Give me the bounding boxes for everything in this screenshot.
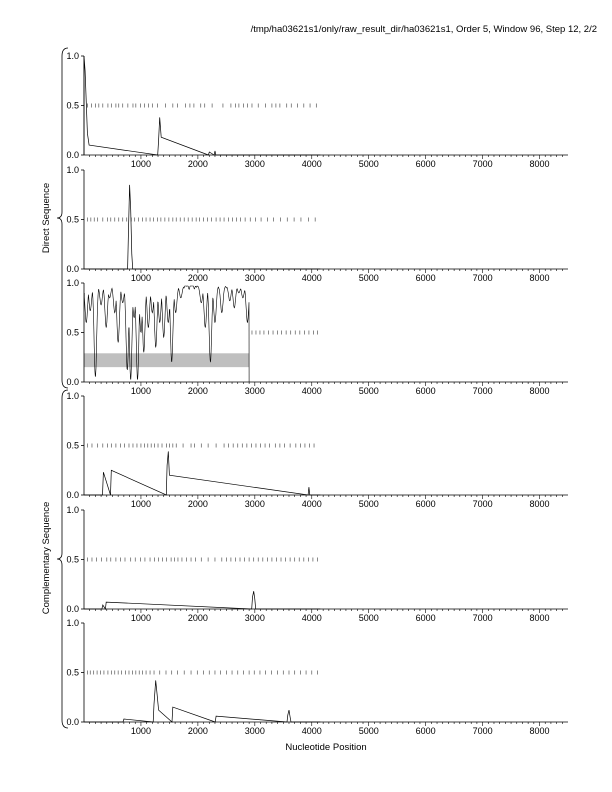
coding-potential-line [84,56,320,155]
x-tick-label: 1000 [130,386,151,396]
y-tick-label: 0.5 [66,554,79,565]
x-tick-label: 7000 [472,386,493,396]
x-tick-label: 8000 [529,499,550,509]
x-tick-label: 2000 [187,386,208,396]
y-tick-label: 0.0 [66,377,79,387]
x-tick-label: 2000 [187,726,208,736]
coding-potential-line [84,591,320,609]
y-tick-label: 1.0 [66,51,79,61]
y-tick-label: 0.0 [66,150,79,160]
y-tick-label: 0.5 [66,667,79,678]
x-tick-label: 1000 [130,726,151,736]
y-tick-label: 1.0 [66,278,79,288]
chart-panel-2 [66,165,568,283]
x-tick-label: 6000 [415,159,436,169]
x-tick-label: 1000 [130,613,151,623]
x-tick-label: 1000 [130,499,151,509]
y-tick-label: 0.0 [66,264,79,274]
x-tick-label: 7000 [472,273,493,283]
chart-panels [66,51,568,736]
x-tick-label: 3000 [244,386,265,396]
x-tick-label: 6000 [415,273,436,283]
x-tick-label: 4000 [301,159,322,169]
x-tick-label: 8000 [529,726,550,736]
x-tick-label: 6000 [415,726,436,736]
x-tick-label: 4000 [301,613,322,623]
coding-potential-line [84,451,320,495]
x-tick-label: 4000 [301,386,322,396]
y-tick-label: 1.0 [66,391,79,401]
threshold-band [84,353,249,367]
x-tick-label: 1000 [130,159,151,169]
y-tick-label: 1.0 [66,165,79,175]
x-tick-label: 2000 [187,159,208,169]
y-tick-label: 0.0 [66,604,79,614]
coding-potential-line [84,286,249,382]
x-tick-label: 3000 [244,613,265,623]
x-tick-label: 8000 [529,386,550,396]
chart-panel-4 [66,391,568,509]
plot-header-title: /tmp/ha03621s1/only/raw_result_dir/ha03621s1, Order 5, Window 96, Step 12, 2/2 [250,24,597,35]
x-tick-label: 1000 [130,273,151,283]
direct-sequence-label: Direct Sequence [41,182,52,254]
y-tick-label: 0.5 [66,214,79,225]
coding-potential-line [84,185,320,269]
x-tick-label: 8000 [529,273,550,283]
x-tick-label: 4000 [301,273,322,283]
y-tick-label: 0.5 [66,327,79,338]
x-tick-label: 5000 [358,613,379,623]
x-tick-label: 5000 [358,386,379,396]
x-tick-label: 6000 [415,613,436,623]
x-tick-label: 5000 [358,499,379,509]
x-tick-label: 7000 [472,499,493,509]
x-tick-label: 8000 [529,159,550,169]
chart-panel-5 [66,505,568,623]
x-tick-label: 5000 [358,159,379,169]
x-tick-label: 4000 [301,499,322,509]
x-tick-label: 3000 [244,159,265,169]
x-tick-label: 4000 [301,726,322,736]
x-tick-label: 7000 [472,726,493,736]
x-tick-label: 5000 [358,726,379,736]
chart-panel-6 [66,618,568,736]
x-tick-label: 2000 [187,273,208,283]
x-tick-label: 3000 [244,499,265,509]
x-tick-label: 6000 [415,386,436,396]
y-tick-label: 1.0 [66,618,79,628]
x-tick-label: 3000 [244,273,265,283]
x-tick-label: 2000 [187,613,208,623]
x-tick-label: 7000 [472,159,493,169]
y-tick-label: 0.5 [66,100,79,111]
y-tick-label: 1.0 [66,505,79,515]
x-tick-label: 6000 [415,499,436,509]
coding-potential-line [84,680,320,722]
x-tick-label: 5000 [358,273,379,283]
y-tick-label: 0.0 [66,717,79,727]
x-tick-label: 2000 [187,499,208,509]
chart-panel-3 [66,278,568,396]
y-tick-label: 0.5 [66,440,79,451]
x-tick-label: 7000 [472,613,493,623]
chart-panel-1 [66,51,568,169]
y-tick-label: 0.0 [66,490,79,500]
x-tick-label: 8000 [529,613,550,623]
x-tick-label: 3000 [244,726,265,736]
complementary-sequence-label: Complementary Sequence [41,501,52,615]
x-axis-title: Nucleotide Position [285,742,367,753]
